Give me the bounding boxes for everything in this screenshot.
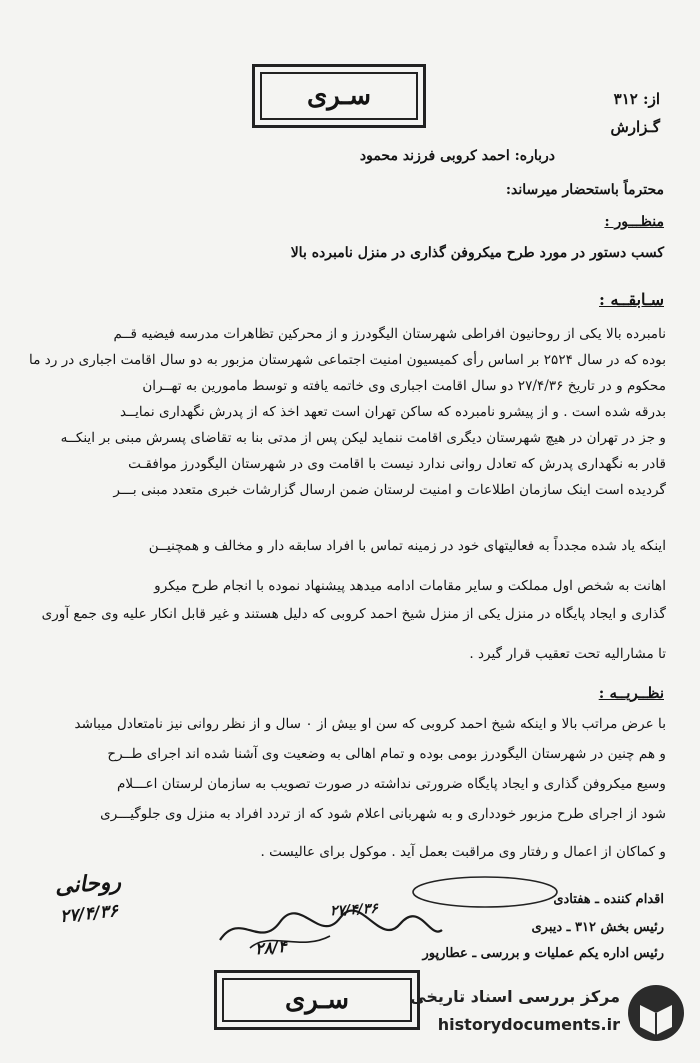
- background-line: اهانت به شخص اول مملکت و سایر مقامات ادامه میدهد پیشنهاد نموده با انجام طرح میکرو: [154, 578, 666, 594]
- action-line: اقدام کننده ـ هفتادی: [553, 892, 664, 907]
- background-line: گردیده است اینک سازمان اطلاعات و امنیت لرستان ضمن ارسال گزارشات خبری متعدد مبنی بـــر: [113, 482, 666, 498]
- handwritten-note-left: روحانی: [54, 869, 122, 900]
- background-line: محکوم و در تاریخ ۲۷/۴/۳۶ دو سال اقامت اجباری وی خاتمه یافته و توسط مامورین به تهــران: [142, 378, 666, 394]
- background-line: گذاری و ایجاد پایگاه در منزل یکی از منزل شیخ احمد کروبی که دلیل هستند و غیر قابل انکار علیه وی جمع آوری: [41, 606, 666, 622]
- background-line: نامبرده بالا یکی از روحانیون افراطی شهرستان الیگودرز و از محرکین تظاهرات مدرسه فیضیه قــم: [113, 326, 666, 342]
- secret-stamp-bottom: [214, 970, 420, 1030]
- secret-stamp-bottom-label: سـری: [222, 978, 412, 1022]
- background-line: قادر به نگهداری پدرش که تعادل روانی ندارد نیست با اقامت وی در شهرستان الیگودرز موافقـت: [128, 456, 666, 472]
- background-line: بدرقه شده است . و از پیشرو نامبرده که ساکن تهران است تعهد اخذ که از پدرش نگهداری نمایــد: [119, 404, 666, 420]
- subject-line: درباره: احمد کروبی فرزند محمود: [359, 148, 555, 164]
- opinion-heading: نظــریــه :: [598, 684, 664, 702]
- archive-name: مرکز بررسی اسناد تاریخی: [410, 987, 620, 1006]
- opinion-line: با عرض مراتب بالا و اینکه شیخ احمد کروبی که سن او بیش از ۰ سال و از نظر روانی نیز نامتعادل میباشد: [74, 716, 666, 732]
- background-line: و جز در تهران در هیچ شهرستان دیگری اقامت ننماید لیکن پس از مدتی بنا به تقاضای پسرش مبنی بر اینکــه: [60, 430, 666, 446]
- goal-heading: منظـــور :: [604, 214, 664, 230]
- sign-line-1: رئیس بخش ۳۱۲ ـ دیبری: [531, 920, 664, 935]
- archive-url: historydocuments.ir: [437, 1015, 620, 1034]
- opinion-line: و کماکان از اعمال و رفتار وی مراقبت بعمل آید . موکول برای عالیست .: [260, 844, 666, 860]
- archive-logo: [396, 979, 686, 1049]
- background-line: اینکه یاد شده مجدداً به فعالیتهای خود در زمینه تماس با افراد سابقه دار و مخالف و همچنیــن: [148, 538, 666, 554]
- secret-stamp-top-label: سـری: [260, 72, 418, 120]
- salutation: محترماً باستحضار میرساند:: [505, 182, 664, 198]
- handwritten-date-sign: ۲۸/۴: [254, 936, 288, 959]
- background-line: بوده که در سال ۲۵۲۴ بر اساس رأی کمیسیون امنیت اجتماعی شهرستان مزبور به دو سال اقامت اجباری در رد ما: [29, 352, 666, 368]
- opinion-line: و هم چنین در شهرستان الیگودرز بومی بوده و تمام اهالی به وضعیت وی آشنا شده اند اجرای طــرح: [107, 746, 666, 762]
- sign-line-2: رئیس اداره یکم عملیات و بررسی ـ عطارپور: [422, 946, 664, 961]
- handwritten-date-left: ۲۷/۴/۳۶: [59, 901, 119, 927]
- opinion-line: وسیع میکروفن گذاری و ایجاد پایگاه ضرورتی نداشته در صورت تصویب به سازمان لرستان اعـــلام: [117, 776, 666, 792]
- book-logo-icon: [626, 983, 686, 1043]
- document-number: از: ۳۱۲: [613, 90, 660, 108]
- goal-text: کسب دستور در مورد طرح میکروفن گذاری در منزل نامبرده بالا: [290, 245, 664, 261]
- background-line: تا مشارالیه تحت تعقیب قرار گیرد .: [469, 646, 666, 662]
- opinion-line: شود از اجرای طرح مزبور خودداری و به شهربانی اعلام شود که از تردد افراد به منزل وی جلوگیـــری: [100, 806, 666, 822]
- background-heading: سـابقــه :: [599, 290, 664, 309]
- report-label: گـزارش: [610, 118, 660, 136]
- handwritten-date-mid: ۲۷/۴/۳۶: [329, 900, 379, 920]
- secret-stamp-top: [252, 64, 426, 128]
